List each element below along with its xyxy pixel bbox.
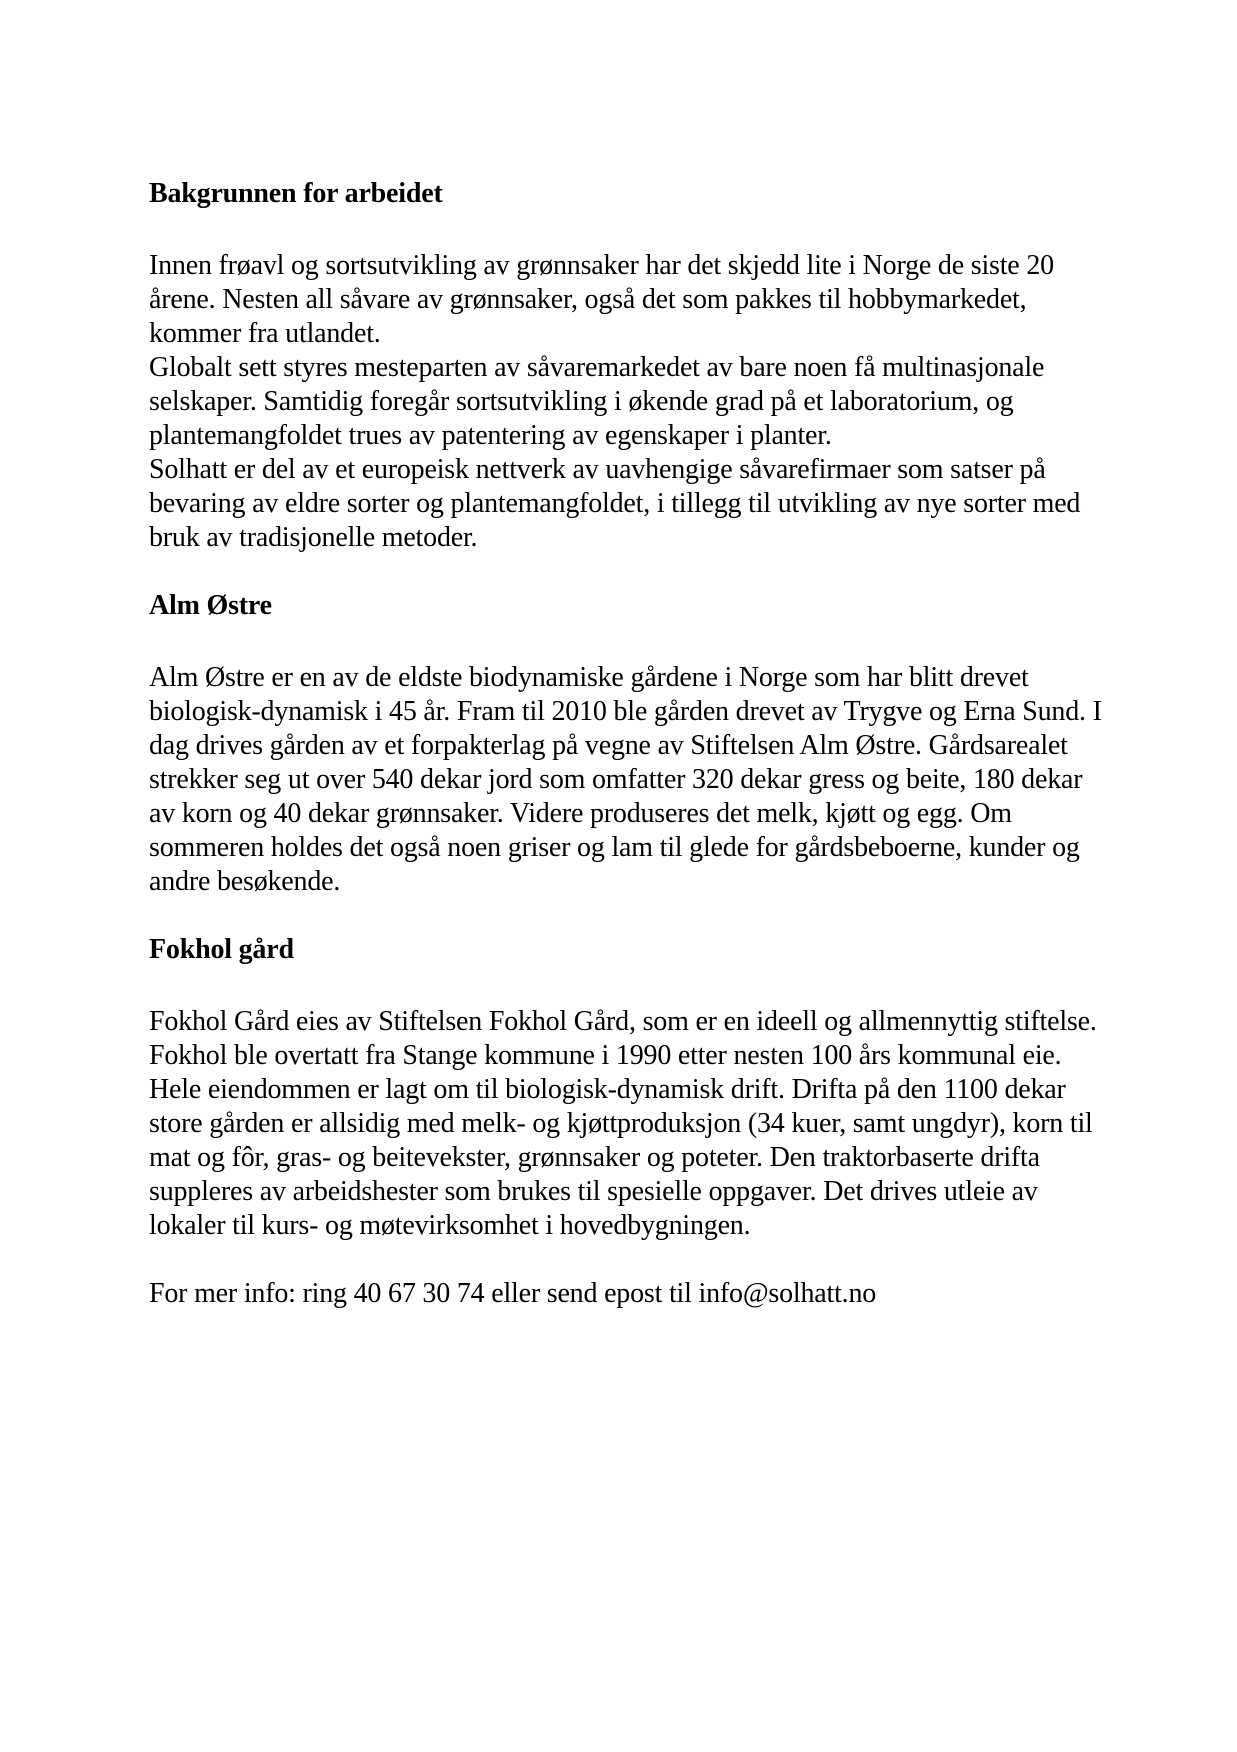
paragraph-globalt: Globalt sett styres mesteparten av såvaremarkedet av bare noen få multinasjonale selskaper. Samtidig foregår sortsutvikling i økende grad på et laboratorium, og plantemangfoldet trues av patentering av egenskaper i planter. (149, 352, 1045, 451)
contact-line: For mer info: ring 40 67 30 74 eller send epost til info@solhatt.no (149, 1278, 877, 1309)
section-heading-alm-ostre: Alm Østre (149, 590, 272, 621)
paragraph-fokhol-gard: Fokhol Gård eies av Stiftelsen Fokhol Gård, som er en ideell og allmennyttig stiftelse. Fokhol ble overtatt fra Stange kommune i 1990 etter nesten 100 års kommunal eie. Hele eiendommen er lagt om til biologisk-dynamisk drift. Drifta på den 1100 dekar store gården er allsidig med melk- og kjøttproduksjon (34 kuer, samt ungdyr), korn til mat og fôr, gras- og beitevekster, grønnsaker og poteter. Den traktorbaserte drifta suppleres av arbeidshester som brukes til spesielle oppgaver. Det drives utleie av lokaler til kurs- og møtevirksomhet i hovedbygningen. (149, 1006, 1097, 1241)
paragraph-froavl: Innen frøavl og sortsutvikling av grønnsaker har det skjedd lite i Norge de siste 20 årene. Nesten all såvare av grønnsaker, også det som pakkes til hobbymarkedet, kommer fra utlandet. (149, 250, 1054, 349)
section-heading-fokhol-gard: Fokhol gård (149, 934, 294, 965)
paragraph-alm-ostre: Alm Østre er en av de eldste biodynamiske gårdene i Norge som har blitt drevet biologisk-dynamisk i 45 år. Fram til 2010 ble gården drevet av Trygve og Erna Sund. I dag drives gården av et forpakterlag på vegne av Stiftelsen Alm Østre. Gårdsarealet strekker seg ut over 540 dekar jord som omfatter 320 dekar gress og beite, 180 dekar av korn og 40 dekar grønnsaker. Videre produseres det melk, kjøtt og egg. Om sommeren holdes det også noen griser og lam til glede for gårdsbeboerne, kunder og andre besøkende. (149, 662, 1102, 897)
section-alm-ostre (149, 589, 1110, 899)
paragraph-solhatt-nettverk: Solhatt er del av et europeisk nettverk av uavhengige såvarefirmaer som satser på bevaring av eldre sorter og plantemangfoldet, i tillegg til utvikling av nye sorter med bruk av tradisjonelle metoder. (149, 454, 1081, 553)
section-bakgrunnen-for-arbeidet (149, 177, 1110, 555)
section-heading-bakgrunnen: Bakgrunnen for arbeidet (149, 178, 443, 209)
section-fokhol-gard (149, 933, 1110, 1243)
